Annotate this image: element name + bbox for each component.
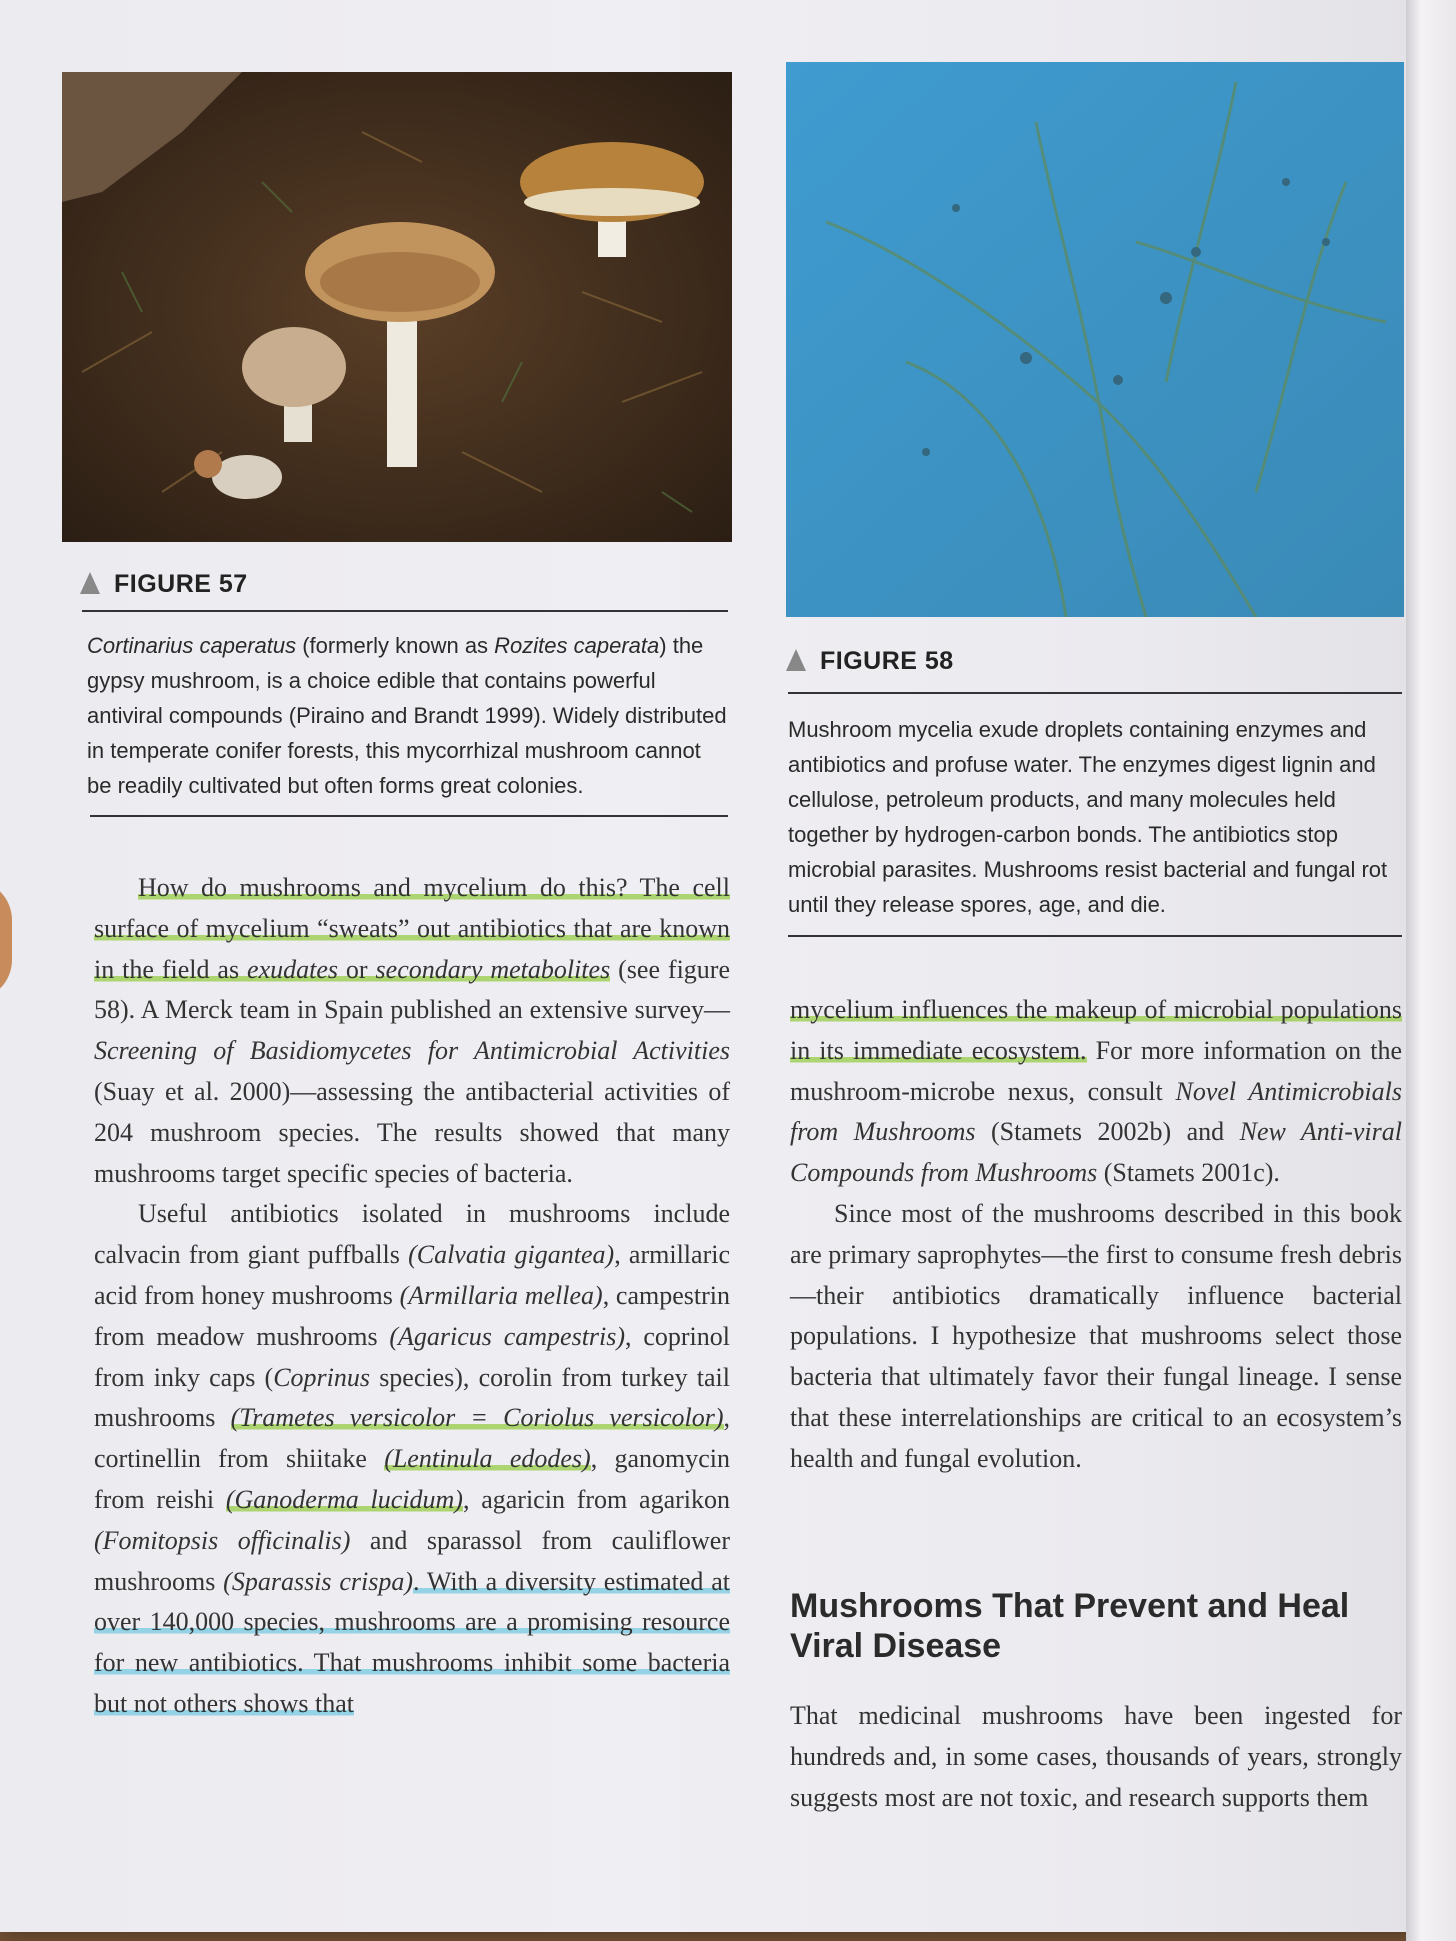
figure-57-photo [62, 72, 732, 542]
section-heading: Mushrooms That Prevent and Heal Viral Disease [790, 1587, 1350, 1665]
caption-synonym: Rozites caperata [494, 633, 660, 658]
figure-57-caption: Cortinarius caperatus (formerly known as Rozites caperata) the gypsy mushroom, is a choice edible that contains powerful antiviral compounds (Piraino and Brandt 1999). Widely distributed in temperate conifer forests, this mycorrhizal mushroom cannot be readily cultivated but often forms great colonies. [87, 633, 727, 798]
caption-rule-top [788, 692, 1402, 694]
caption-species: Cortinarius caperatus [87, 633, 297, 658]
caption-rule-bottom [788, 935, 1402, 937]
paragraph: That medicinal mushrooms have been ingested for hundreds and, in some cases, thousands of years, strongly suggests most are not toxic, and research supports them [790, 1701, 1402, 1812]
figure-58-photo [786, 62, 1404, 617]
paragraph: mycelium influences the makeup of microbial populations in its immediate ecosystem. For more information on the mushroom-microbe nexus, consult Novel Antimicrobials from Mushrooms (Stamets 2002b) and New Anti-viral Compounds from Mushrooms (Stamets 2001c). [790, 995, 1402, 1188]
figure-58-label: FIGURE 58 [786, 647, 954, 676]
caption-rule-bottom [90, 815, 728, 817]
page-edge [1406, 0, 1456, 1941]
figure-57-label: FIGURE 57 [80, 570, 248, 599]
left-column-text [94, 868, 730, 1725]
triangle-marker-icon [786, 649, 806, 671]
triangle-marker-icon [80, 572, 100, 594]
paragraph: Useful antibiotics isolated in mushrooms include calvacin from giant puffballs (Calvatia gigantea), armillaric acid from honey mushrooms (Armillaria mellea), campestrin from meadow mushrooms (Agaricus campestris), coprinol from inky caps (Coprinus species), corolin from turkey tail mushrooms (Trametes versicolor = Coriolus versicolor), cortinellin from shiitake (Lentinula edodes), ganomycin from reishi (Ganoderma lucidum), agaricin from agarikon (Fomitopsis officinalis) and sparassol from cauliflower mushrooms (Sparassis crispa). With a diversity estimated at over 140,000 species, mushrooms are a promising resource for new antibiotics. That mushrooms inhibit some bacteria but not others shows that [94, 1199, 731, 1718]
figure-58-caption: Mushroom mycelia exude droplets containing enzymes and antibiotics and profuse water. The enzymes digest lignin and cellulose, petroleum products, and many molecules held together by hydrogen-carbon bonds. The antibiotics stop microbial parasites. Mushrooms resist bacterial and fungal rot until they release spores, age, and die. [788, 717, 1388, 917]
paragraph: How do mushrooms and mycelium do this? The cell surface of mycelium “sweats” out antibiotics that are known in the field as exudates or secondary metabolites (see figure 58). A Merck team in Spain published an extensive survey—Screening of Basidiomycetes for Antimicrobial Activities (Suay et al. 2000)—assessing the antibacterial activities of 204 mushroom species. The results showed that many mushrooms target specific species of bacteria. [94, 873, 731, 1188]
right-column-text-continued [790, 1696, 1402, 1818]
caption-rule-top [82, 610, 728, 612]
paragraph: Since most of the mushrooms described in this book are primary saprophytes—the first to consume fresh debris—their antibiotics dramatically influence bacterial populations. I hypothesize that mushrooms select those bacteria that ultimately favor their fungal lineage. I sense that these interrelationships are critical to an ecosystem’s health and fungal evolution. [790, 1198, 1402, 1473]
right-column-text [790, 990, 1402, 1480]
